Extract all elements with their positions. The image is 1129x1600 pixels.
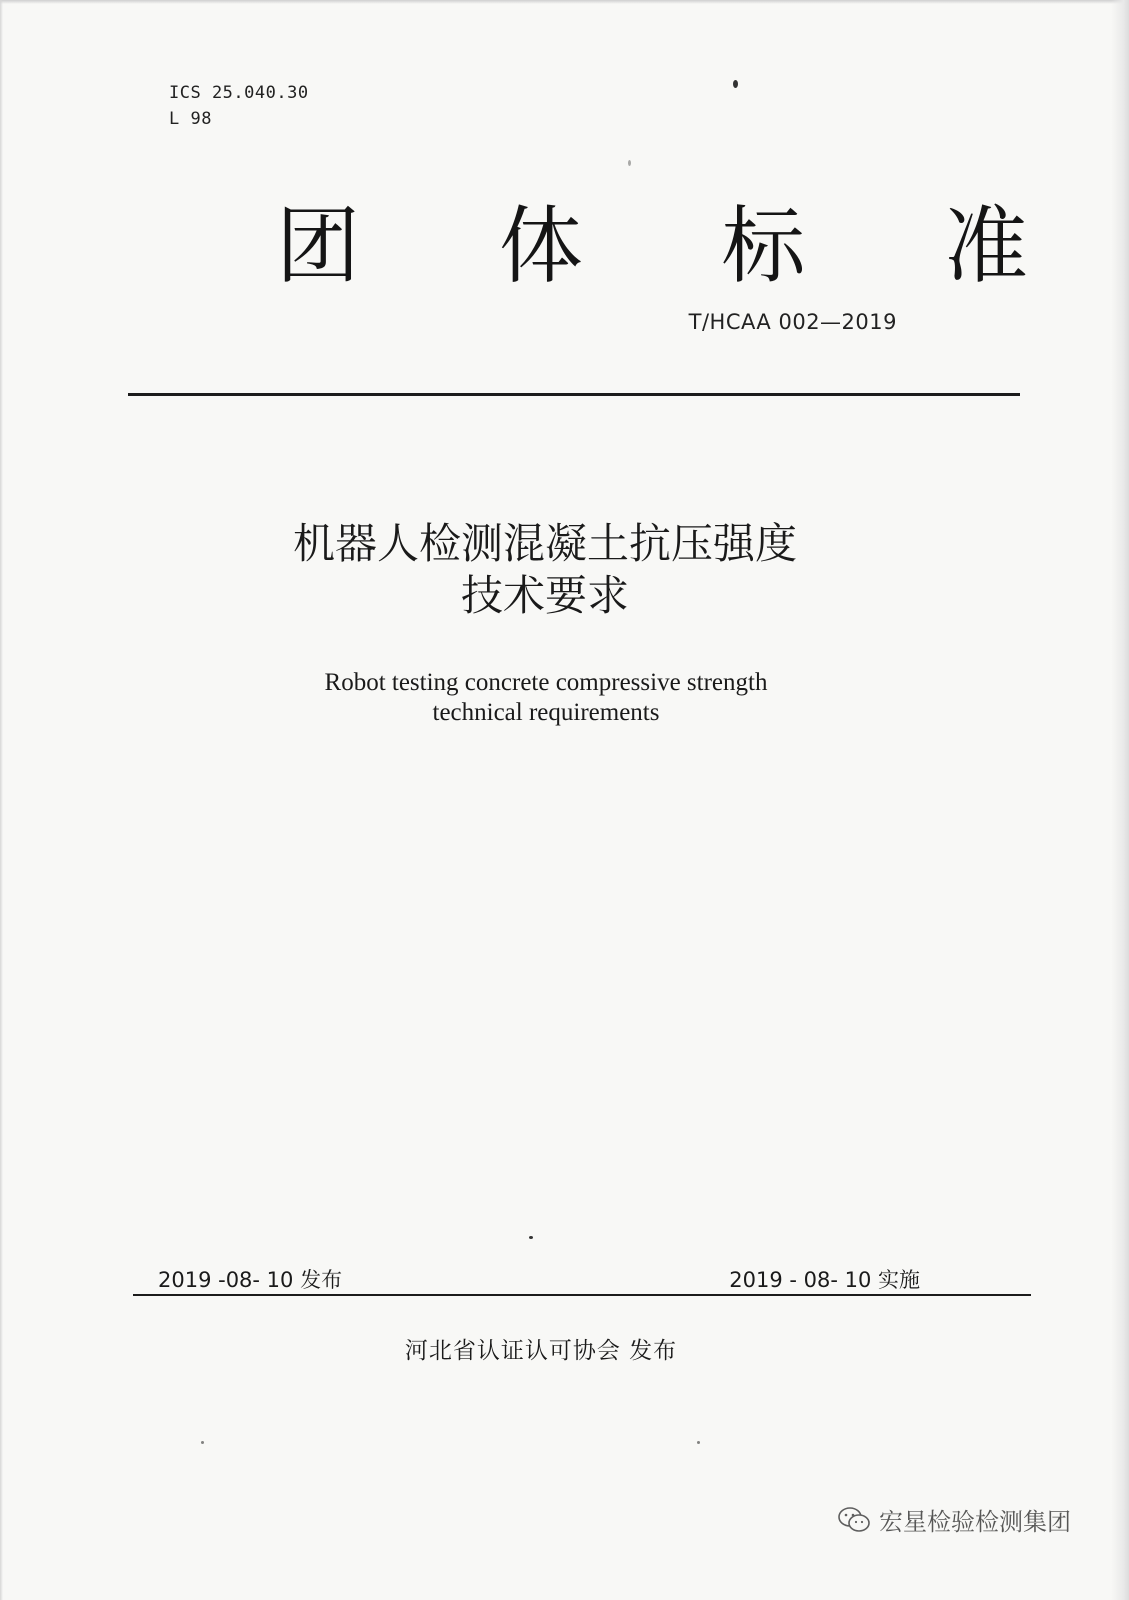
- release-date: 2019 -08- 10 发布: [158, 1268, 343, 1292]
- chinese-title-line1: 机器人检测混凝土抗压强度: [292, 519, 797, 568]
- standard-category-title: 团 体 标 准: [276, 197, 1085, 295]
- wechat-icon: [837, 1506, 871, 1534]
- english-title-line1: Robot testing concrete compressive strength: [324, 669, 768, 696]
- english-title: [0, 668, 1092, 728]
- classification-codes: [169, 80, 309, 132]
- chinese-title-line2: 技术要求: [460, 571, 629, 620]
- implementation-date: 2019 - 08- 10 实施: [729, 1268, 920, 1292]
- watermark-text: 宏星检验检测集团: [879, 1508, 1071, 1536]
- standard-number: T/HCAA 002—2019: [688, 310, 897, 334]
- chinese-title: [0, 518, 1090, 622]
- scan-speck: [201, 1441, 204, 1444]
- english-title-line2: technical requirements: [432, 699, 660, 726]
- top-divider: [128, 393, 1020, 396]
- scan-speck: [529, 1236, 533, 1239]
- watermark: [837, 1502, 1071, 1537]
- class-code: L 98: [169, 109, 212, 129]
- scan-speck: [628, 160, 631, 166]
- scan-speck: [733, 80, 738, 88]
- scan-edge-top: [0, 0, 1129, 4]
- publisher: 河北省认证认可协会 发布: [404, 1338, 678, 1364]
- scan-edge-right: [1111, 0, 1129, 1600]
- ics-code: ICS 25.040.30: [169, 83, 309, 103]
- bottom-divider: [133, 1294, 1031, 1296]
- scan-speck: [697, 1441, 700, 1444]
